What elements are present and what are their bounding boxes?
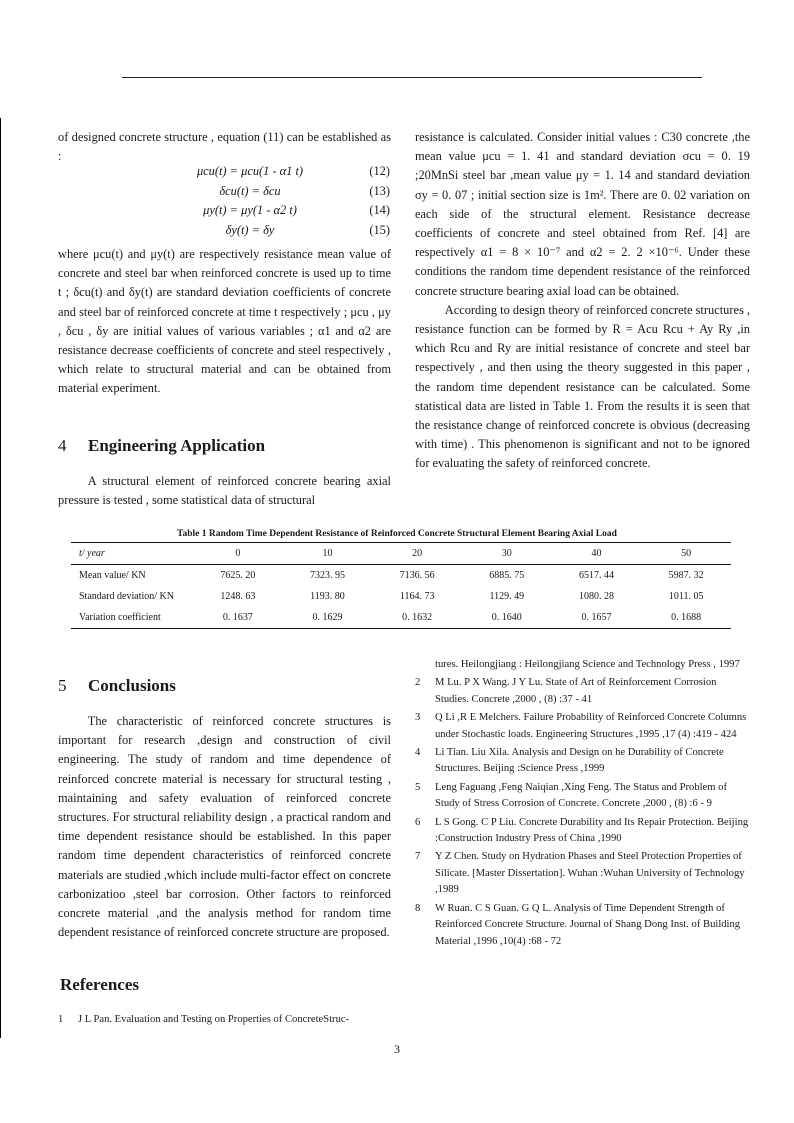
left-column-application	[58, 472, 391, 510]
reference-1-continued: tures. Heilongjiang : Heilongjiang Science and Technology Press , 1997	[435, 659, 740, 670]
margin-rule	[0, 118, 1, 1038]
equation-15: δy(t) = δy (15)	[225, 222, 390, 237]
table-caption: Table 1 Random Time Dependent Resistance of Reinforced Concrete Structural Element Bearing Axial Load	[177, 529, 617, 539]
left-column-where	[58, 245, 391, 399]
list-item: 3 Q Li ,R E Melchers. Failure Probability of Reinforced Concrete Columns under Stochastic loads. Engineering Structures ,1995 ,17 (4) :419 - 424	[415, 712, 747, 740]
equation-block	[150, 164, 390, 242]
table-header: 20	[372, 543, 462, 565]
reference-1-start: 1 J L Pan. Evaluation and Testing on Properties of ConcreteStruc-	[58, 1014, 350, 1025]
list-item: 4 Li Tian. Liu Xila. Analysis and Design on he Durability of Concrete Structures. Beijing :Science Press ,1999	[415, 747, 724, 775]
page-number: 3	[394, 1042, 400, 1056]
table-header: 50	[641, 543, 731, 565]
list-item: 5 Leng Faguang ,Feng Naiqian ,Xing Feng. The Status and Problem of Study of Stress Corrosion of Concrete. Concrete ,2000 , (8) :6 - 9	[415, 781, 727, 810]
conclusions-body	[58, 712, 391, 942]
list-item: 8 W Ruan. C S Guan. G Q L. Analysis of Time Dependent Strength of Reinforced Concrete Structure. Journal of Shang Dong Inst. of Building Material ,1996 ,10(4) :68 - 72	[415, 902, 741, 947]
equation-12: μcu(t) = μcu(1 - α1 t) (12)	[196, 164, 390, 178]
table-header-row	[71, 543, 731, 565]
references-list	[415, 657, 750, 952]
paragraph-application: A structural element of reinforced concrete bearing axial pressure is tested , some statistical data of structural	[58, 474, 391, 508]
table-header: 10	[283, 543, 373, 565]
header-rule	[122, 77, 702, 78]
section-4-heading: 4 Engineering Application	[58, 436, 266, 455]
table-header: 30	[462, 543, 552, 565]
right-column-top	[415, 128, 750, 474]
list-item: 2 M Lu. P X Wang. J Y Lu. State of Art of Reinforcement Corrosion Studies. Concrete ,2000 , (8) :37 - 41	[415, 677, 717, 705]
table-row: Variation coefficient 0. 1637 0. 1629 0. 1632 0. 1640 0. 1657 0. 1688	[71, 607, 731, 629]
paragraph-equations-intro: of designed concrete structure , equation (11) can be established as :	[58, 130, 391, 164]
paragraph-conclusions: The characteristic of reinforced concrete structures is important for research ,design and construction of civil engineering. The study of random and time dependence of reinforced concrete material is necessary for structural testing , maintaining and safety evaluation of reinforced concrete structures. For structural reliability design , a practical random and time dependent resistance should be established. In this paper random time dependent characteristics of reinforced concrete materials are studied ,which include multi-factor effect on concrete carbonizatioo ,steel bar corrosion. Other factors to reinforced concrete material ,and the analysis method for random time dependent resistance of reinforced concrete structure are proposed.	[58, 714, 391, 940]
table-header: 40	[552, 543, 642, 565]
references-heading: References	[60, 975, 139, 994]
table-row: Mean value/ KN 7625. 20 7323. 95 7136. 56 6885. 75 6517. 44 5987. 32	[79, 570, 704, 581]
table-header: t/ year	[71, 543, 193, 565]
paragraph-initial-values: resistance is calculated. Consider initial values : C30 concrete ,the mean value μcu = 1. 41 and standard deviation σcu = 0. 19 ;20MnSi steel bar ,mean value μy = 1. 14 and standard deviation σy = 0. 07 ; initial section size is 1m². There are 0. 02 variation on each side of the structural element. Resistance decrease coefficients of concrete and steel obtained from Ref. [4] are respectively α1 = 8 × 10⁻⁷ and α2 = 2. 2 ×10⁻⁶. Under these conditions the random time dependent resistance of the reinforced concrete structure bearing axial load can be obtained.	[415, 130, 750, 298]
equation-14: μy(t) = μy(1 - α2 t) (14)	[203, 203, 390, 217]
section-5-heading: 5 Conclusions	[58, 676, 176, 695]
left-column-intro	[58, 128, 391, 166]
resistance-table	[71, 542, 731, 629]
equation-13: δcu(t) = δcu (13)	[219, 183, 390, 198]
list-item: 6 L S Gong. C P Liu. Concrete Durability and Its Repair Protection. Beijing :Construction Industry Press of China ,1990	[415, 816, 749, 845]
table-header: 0	[193, 543, 283, 565]
paragraph-variable-definitions: where μcu(t) and μy(t) are respectively resistance mean value of concrete and steel bar when reinforced concrete is used up to time t ; δcu(t) and δy(t) are standard deviation coefficients of concrete and steel bar of reinforced concrete at time t respectively ; μcu , μy , δcu , δy are initial values of various variables ; α1 and α2 are resistance decrease coefficients of concrete and steel respectively , which relate to structural material and can be obtained from material experiment.	[58, 247, 391, 396]
table-row: Standard deviation/ KN 1248. 63 1193. 80 1164. 73 1129. 49 1080. 28 1011. 05	[79, 591, 704, 602]
paragraph-design-theory: According to design theory of reinforced concrete structures , resistance function can be formed by R = Acu Rcu + Ay Ry ,in which Rcu and Ry are initial resistance of concrete and steel bar respectively , and then using the theory suggested in this paper , the random time dependent resistance can be calculated. Some statistical data are listed in Table 1. From the results it is seen that the resistance change of reinforced concrete is obvious (decreasing with time) . This phenomenon is significant and not to be ignored for evaluating the safety of reinforced concrete.	[415, 302, 750, 471]
list-item: 7 Y Z Chen. Study on Hydration Phases and Steel Protection Properties of Silicate. [Master Dissertation]. Wuhan :Wuhan University of Technology ,1989	[415, 851, 745, 896]
